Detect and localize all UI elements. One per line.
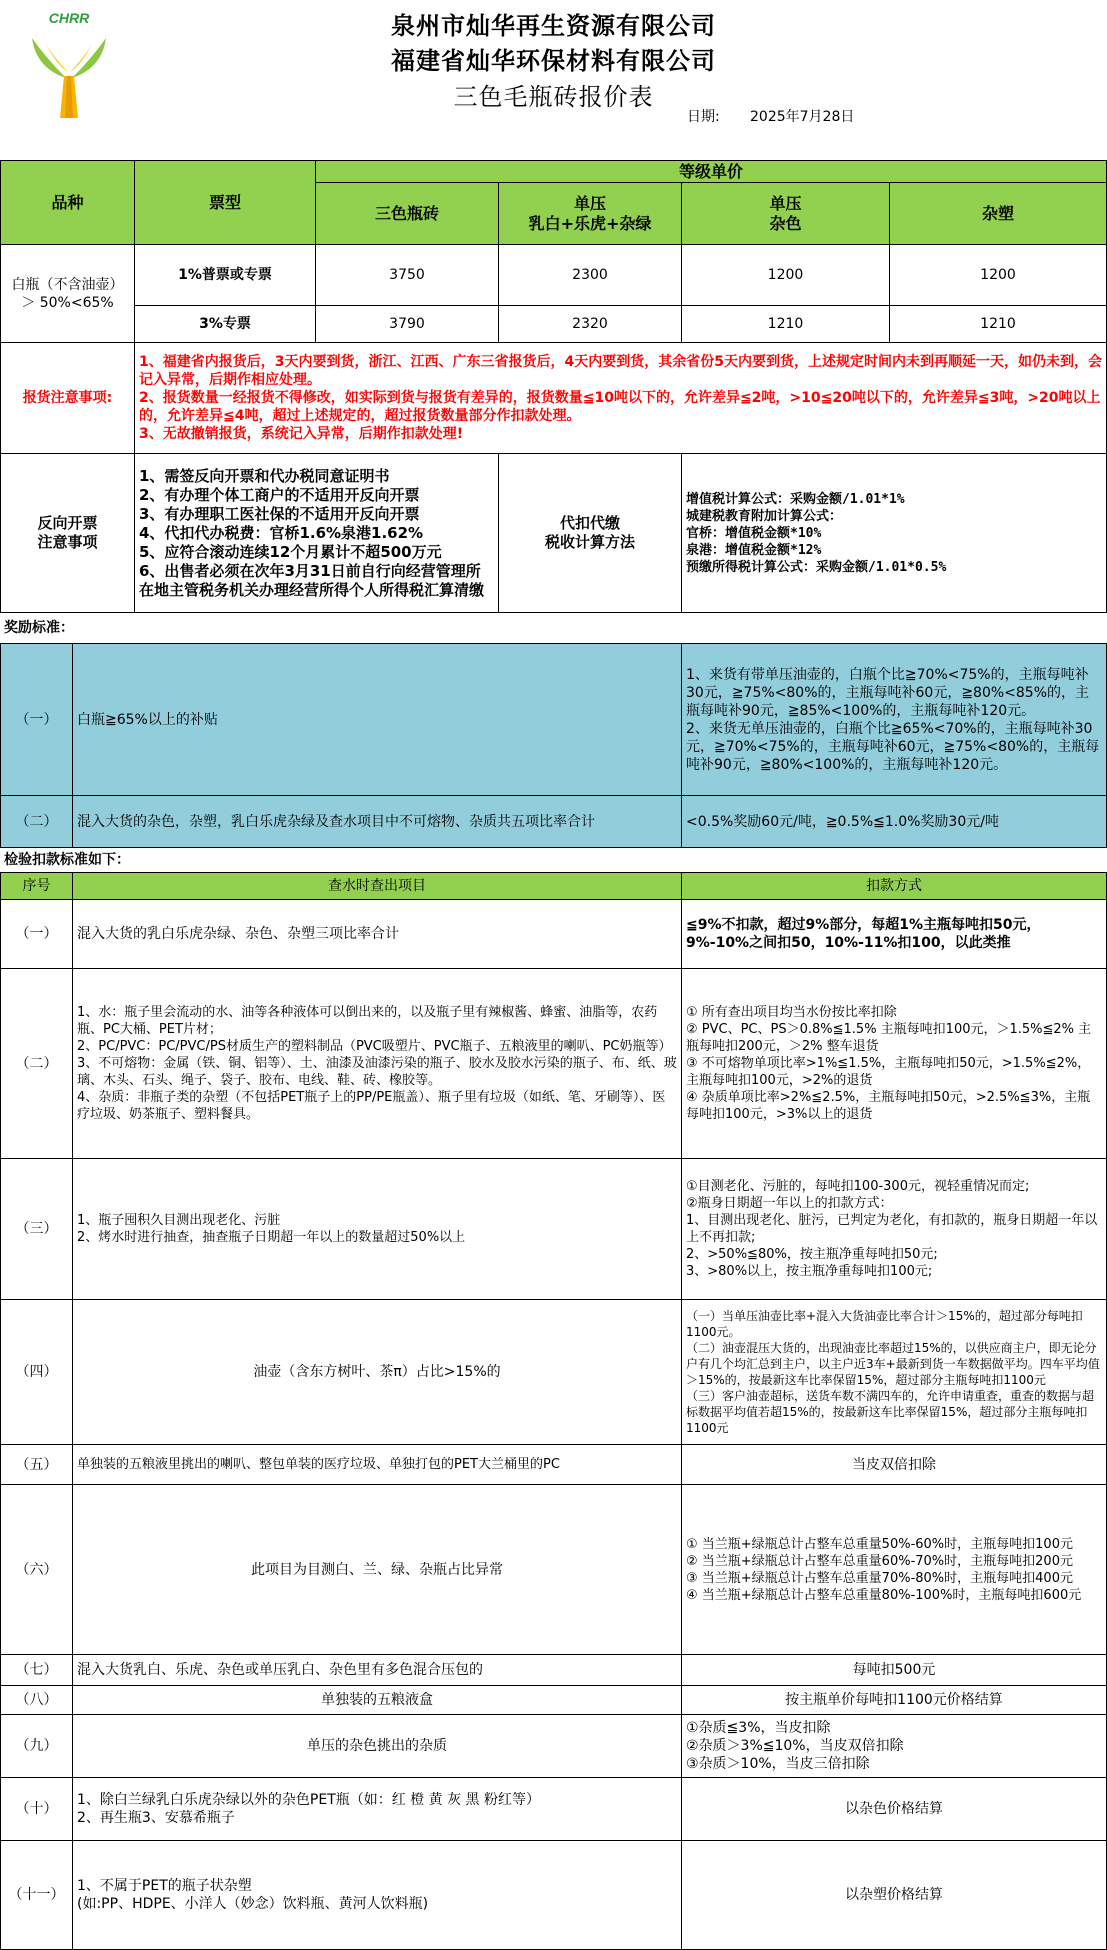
price-cell: 3790 bbox=[315, 305, 499, 343]
header-grade-3: 单压 杂色 bbox=[681, 182, 890, 245]
company-name-1: 泉州市灿华再生资源有限公司 bbox=[391, 11, 716, 40]
inspection-header-method: 扣款方式 bbox=[681, 872, 1107, 900]
inspection-item: 混入大货的乳白乐虎杂绿、杂色、杂塑三项比率合计 bbox=[72, 899, 682, 969]
inspection-item: 1、除白兰绿乳白乐虎杂绿以外的杂色PET瓶（如：红 橙 黄 灰 黑 粉红等） 2、再生瓶3、安慕希瓶子 bbox=[72, 1777, 682, 1841]
reverse-invoice-label: 反向开票 注意事项 bbox=[0, 453, 135, 613]
inspection-method: 每吨扣500元 bbox=[681, 1654, 1107, 1686]
inspection-method: 当皮双倍扣除 bbox=[681, 1444, 1107, 1485]
logo-text: CHRR bbox=[48, 10, 90, 26]
inspection-no: （十） bbox=[0, 1777, 73, 1841]
reward-no-1: （一） bbox=[0, 643, 73, 796]
inspection-item: 单独装的五粮液盒 bbox=[72, 1685, 682, 1715]
inspection-item: 单压的杂色挑出的杂质 bbox=[72, 1714, 682, 1778]
notice-label: 报货注意事项: bbox=[0, 342, 135, 454]
inspection-method: 按主瓶单价每吨扣1100元价格结算 bbox=[681, 1685, 1107, 1715]
reward-item-2: 混入大货的杂色，杂塑，乳白乐虎杂绿及查水项目中不可熔物、杂质共五项比率合计 bbox=[72, 795, 682, 848]
inspection-item: 1、水：瓶子里会流动的水、油等各种液体可以倒出来的，以及瓶子里有辣椒酱、蜂蜜、油脂等，农药瓶、PC大桶、PET片材； 2、PC/PVC：PC/PVC/PS材质生产的塑料制品（PVC吸塑片、PVC瓶子、五粮液里的喇叭、PC奶瓶等） 3、不可熔物：金属（铁、铜、铝等）、土、油漆及油漆污染的瓶子、胶水及胶水污染的瓶子、布、纸、玻璃、木头、石头、绳子、袋子、胶布、电线、鞋、砖、橡胶等。 4、杂质：非瓶子类的杂塑（不包括PET瓶子上的PP/PE瓶盖）、瓶子里有垃圾（如纸、笔、牙刷等）、医疗垃圾、奶茶瓶子、塑料餐具。 bbox=[72, 968, 682, 1159]
header-grade-1: 三色瓶砖 bbox=[315, 182, 499, 245]
inspection-method: 以杂塑价格结算 bbox=[681, 1840, 1107, 1950]
inspection-item: 混入大货乳白、乐虎、杂色或单压乳白、杂色里有多色混合压包的 bbox=[72, 1654, 682, 1686]
date-value: 2025年7月28日 bbox=[750, 109, 855, 125]
header-ticket-type: 票型 bbox=[134, 160, 316, 245]
inspection-method: ≦9%不扣款，超过9%部分，每超1%主瓶每吨扣50元，9%-10%之间扣50，10%-11%扣100，以此类推 bbox=[681, 899, 1107, 969]
price-cell: 1200 bbox=[681, 244, 890, 306]
inspection-no: （五） bbox=[0, 1444, 73, 1485]
reward-title: 奖励标准： bbox=[4, 620, 74, 636]
tax-method-label: 代扣代缴 税收计算方法 bbox=[498, 453, 682, 613]
inspection-method: ①杂质≦3%，当皮扣除 ②杂质＞3%≦10%，当皮双倍扣除 ③杂质＞10%，当皮三倍扣除 bbox=[681, 1714, 1107, 1778]
reverse-invoice-items: 1、需签反向开票和代办税同意证明书 2、有办理个体工商户的不适用开反向开票 3、有办理职工医社保的不适用开反向开票 4、代扣代办税费：官桥1.6%泉港1.62% 5、应符合滚动连续12个月累计不超500万元 6、出售者必须在次年3月31日前自行向经营管理所在地主管税务机关办理经营所得个人所得税汇算清缴 bbox=[134, 453, 499, 613]
price-cell: 2320 bbox=[498, 305, 682, 343]
price-cell: 1210 bbox=[889, 305, 1107, 343]
ticket-type-2: 3%专票 bbox=[134, 305, 316, 343]
tax-method-text: 增值税计算公式：采购金额/1.01*1% 城建税教育附加计算公式： 官桥：增值税金额*10% 泉港：增值税金额*12% 预缴所得税计算公式：采购金额/1.01*0.5% bbox=[681, 453, 1107, 613]
inspection-method: （一）当单压油壶比率+混入大货油壶比率合计＞15%的，超过部分每吨扣1100元。 （二）油壶混压大货的，出现油壶比率超过15%的，以供应商主户，即无论分户有几个均汇总到主户，以主户近3车+最新到货一车数据做平均。四车平均值＞15%的，按最新这车比率保留15%，超过部分主瓶每吨扣1100元 （三）客户油壶超标，送货车数不满四车的，允许申请重查，重查的数据与超标数据平均值若超15%的，按最新这车比率保留15%，超过部分主瓶每吨扣1100元 bbox=[681, 1299, 1107, 1445]
inspection-item: 此项目为目测白、兰、绿、杂瓶占比异常 bbox=[72, 1484, 682, 1655]
company-name-2: 福建省灿华环保材料有限公司 bbox=[391, 46, 716, 75]
inspection-method: ① 所有查出项目均当水份按比率扣除 ② PVC、PC、PS＞0.8%≦1.5% 主瓶每吨扣100元，＞1.5%≦2% 主瓶每吨扣200元，＞2% 整车退货 ③ 不可熔物单项比率>1%≦1.5%，主瓶每吨扣50元，>1.5%≦2%，主瓶每吨扣100元，>2%的退货 ④ 杂质单项比率>2%≦2.5%，主瓶每吨扣50元，>2.5%≦3%，主瓶每吨扣100元，>3%以上的退货 bbox=[681, 968, 1107, 1159]
inspection-no: （二） bbox=[0, 968, 73, 1159]
reward-item-1: 白瓶≧65%以上的补贴 bbox=[72, 643, 682, 796]
notice-text: 1、福建省内报货后，3天内要到货，浙江、江西、广东三省报货后，4天内要到货，其余省份5天内要到货，上述规定时间内未到再顺延一天，如仍未到，会记入异常，后期作相应处理。 2、报货数量一经报货不得修改，如实际到货与报货有差异的，报货数量≦10吨以下的，允许差异≦2吨，>10≦20吨以下的，允许差异≦3吨，>20吨以上的，允许差异≦4吨，超过上述规定的，超过报货数量部分作扣款处理。 3、无故撤销报货，系统记入异常，后期作扣款处理! bbox=[134, 342, 1107, 454]
inspection-no: （六） bbox=[0, 1484, 73, 1655]
price-cell: 3750 bbox=[315, 244, 499, 306]
inspection-item: 1、不属于PET的瓶子状杂塑 (如:PP、HDPE、小洋人（妙念）饮料瓶、黄河人饮料瓶) bbox=[72, 1840, 682, 1950]
inspection-no: （十一） bbox=[0, 1840, 73, 1950]
price-cell: 2300 bbox=[498, 244, 682, 306]
header-grade-2: 单压 乳白+乐虎+杂绿 bbox=[498, 182, 682, 245]
document-title: 三色毛瓶砖报价表 bbox=[453, 83, 654, 111]
reward-detail-2: <0.5%奖励60元/吨，≧0.5%≦1.0%奖励30元/吨 bbox=[681, 795, 1107, 848]
price-cell: 1210 bbox=[681, 305, 890, 343]
inspection-no: （一） bbox=[0, 899, 73, 969]
inspection-title: 检验扣款标准如下： bbox=[4, 852, 130, 868]
header-grade-price: 等级单价 bbox=[315, 160, 1107, 183]
inspection-no: （八） bbox=[0, 1685, 73, 1715]
inspection-item: 油壶（含东方树叶、茶π）占比>15%的 bbox=[72, 1299, 682, 1445]
inspection-no: （七） bbox=[0, 1654, 73, 1686]
inspection-item: 1、瓶子囤积久目测出现老化、污脏 2、烤水时进行抽查，抽查瓶子日期超一年以上的数量超过50%以上 bbox=[72, 1158, 682, 1300]
inspection-no: （三） bbox=[0, 1158, 73, 1300]
reward-detail-1: 1、来货有带单压油壶的，白瓶个比≧70%<75%的，主瓶每吨补30元，≧75%<80%的，主瓶每吨补60元，≧80%<85%的，主瓶每吨补90元，≧85%<100%的，主瓶每吨补120元。 2、来货无单压油壶的，白瓶个比≧65%<70%的，主瓶每吨补30元，≧70%<75%的，主瓶每吨补60元，≧75%<80%的，主瓶每吨补90元，≧80%<100%的，主瓶每吨补120元。 bbox=[681, 643, 1107, 796]
inspection-header-item: 查水时查出项目 bbox=[72, 872, 682, 900]
inspection-no: （四） bbox=[0, 1299, 73, 1445]
inspection-method: ① 当兰瓶+绿瓶总计占整车总重量50%-60%时，主瓶每吨扣100元 ② 当兰瓶+绿瓶总计占整车总重量60%-70%时，主瓶每吨扣200元 ③ 当兰瓶+绿瓶总计占整车总重量70%-80%时，主瓶每吨扣400元 ④ 当兰瓶+绿瓶总计占整车总重量80%-100%时，主瓶每吨扣600元 bbox=[681, 1484, 1107, 1655]
inspection-no: （九） bbox=[0, 1714, 73, 1778]
inspection-item: 单独装的五粮液里挑出的喇叭、整包单装的医疗垃圾、单独打包的PET大兰桶里的PC bbox=[72, 1444, 682, 1485]
reward-no-2: （二） bbox=[0, 795, 73, 848]
date-label: 日期: bbox=[687, 109, 720, 125]
inspection-method: 以杂色价格结算 bbox=[681, 1777, 1107, 1841]
ticket-type-1: 1%普票或专票 bbox=[134, 244, 316, 306]
header-grade-4: 杂塑 bbox=[889, 182, 1107, 245]
variety-white-bottle: 白瓶（不含油壶） ＞ 50%<65% bbox=[0, 244, 135, 343]
price-cell: 1200 bbox=[889, 244, 1107, 306]
inspection-header-no: 序号 bbox=[0, 872, 73, 900]
header-variety: 品种 bbox=[0, 160, 135, 245]
inspection-method: ①目测老化、污脏的，每吨扣100-300元，视轻重情况而定; ②瓶身日期超一年以上的扣款方式： 1、目测出现老化、脏污，已判定为老化，有扣款的，瓶身日期超一年以上不再扣款; 2、>50%≦80%，按主瓶净重每吨扣50元; 3、>80%以上，按主瓶净重每吨扣100元; bbox=[681, 1158, 1107, 1300]
